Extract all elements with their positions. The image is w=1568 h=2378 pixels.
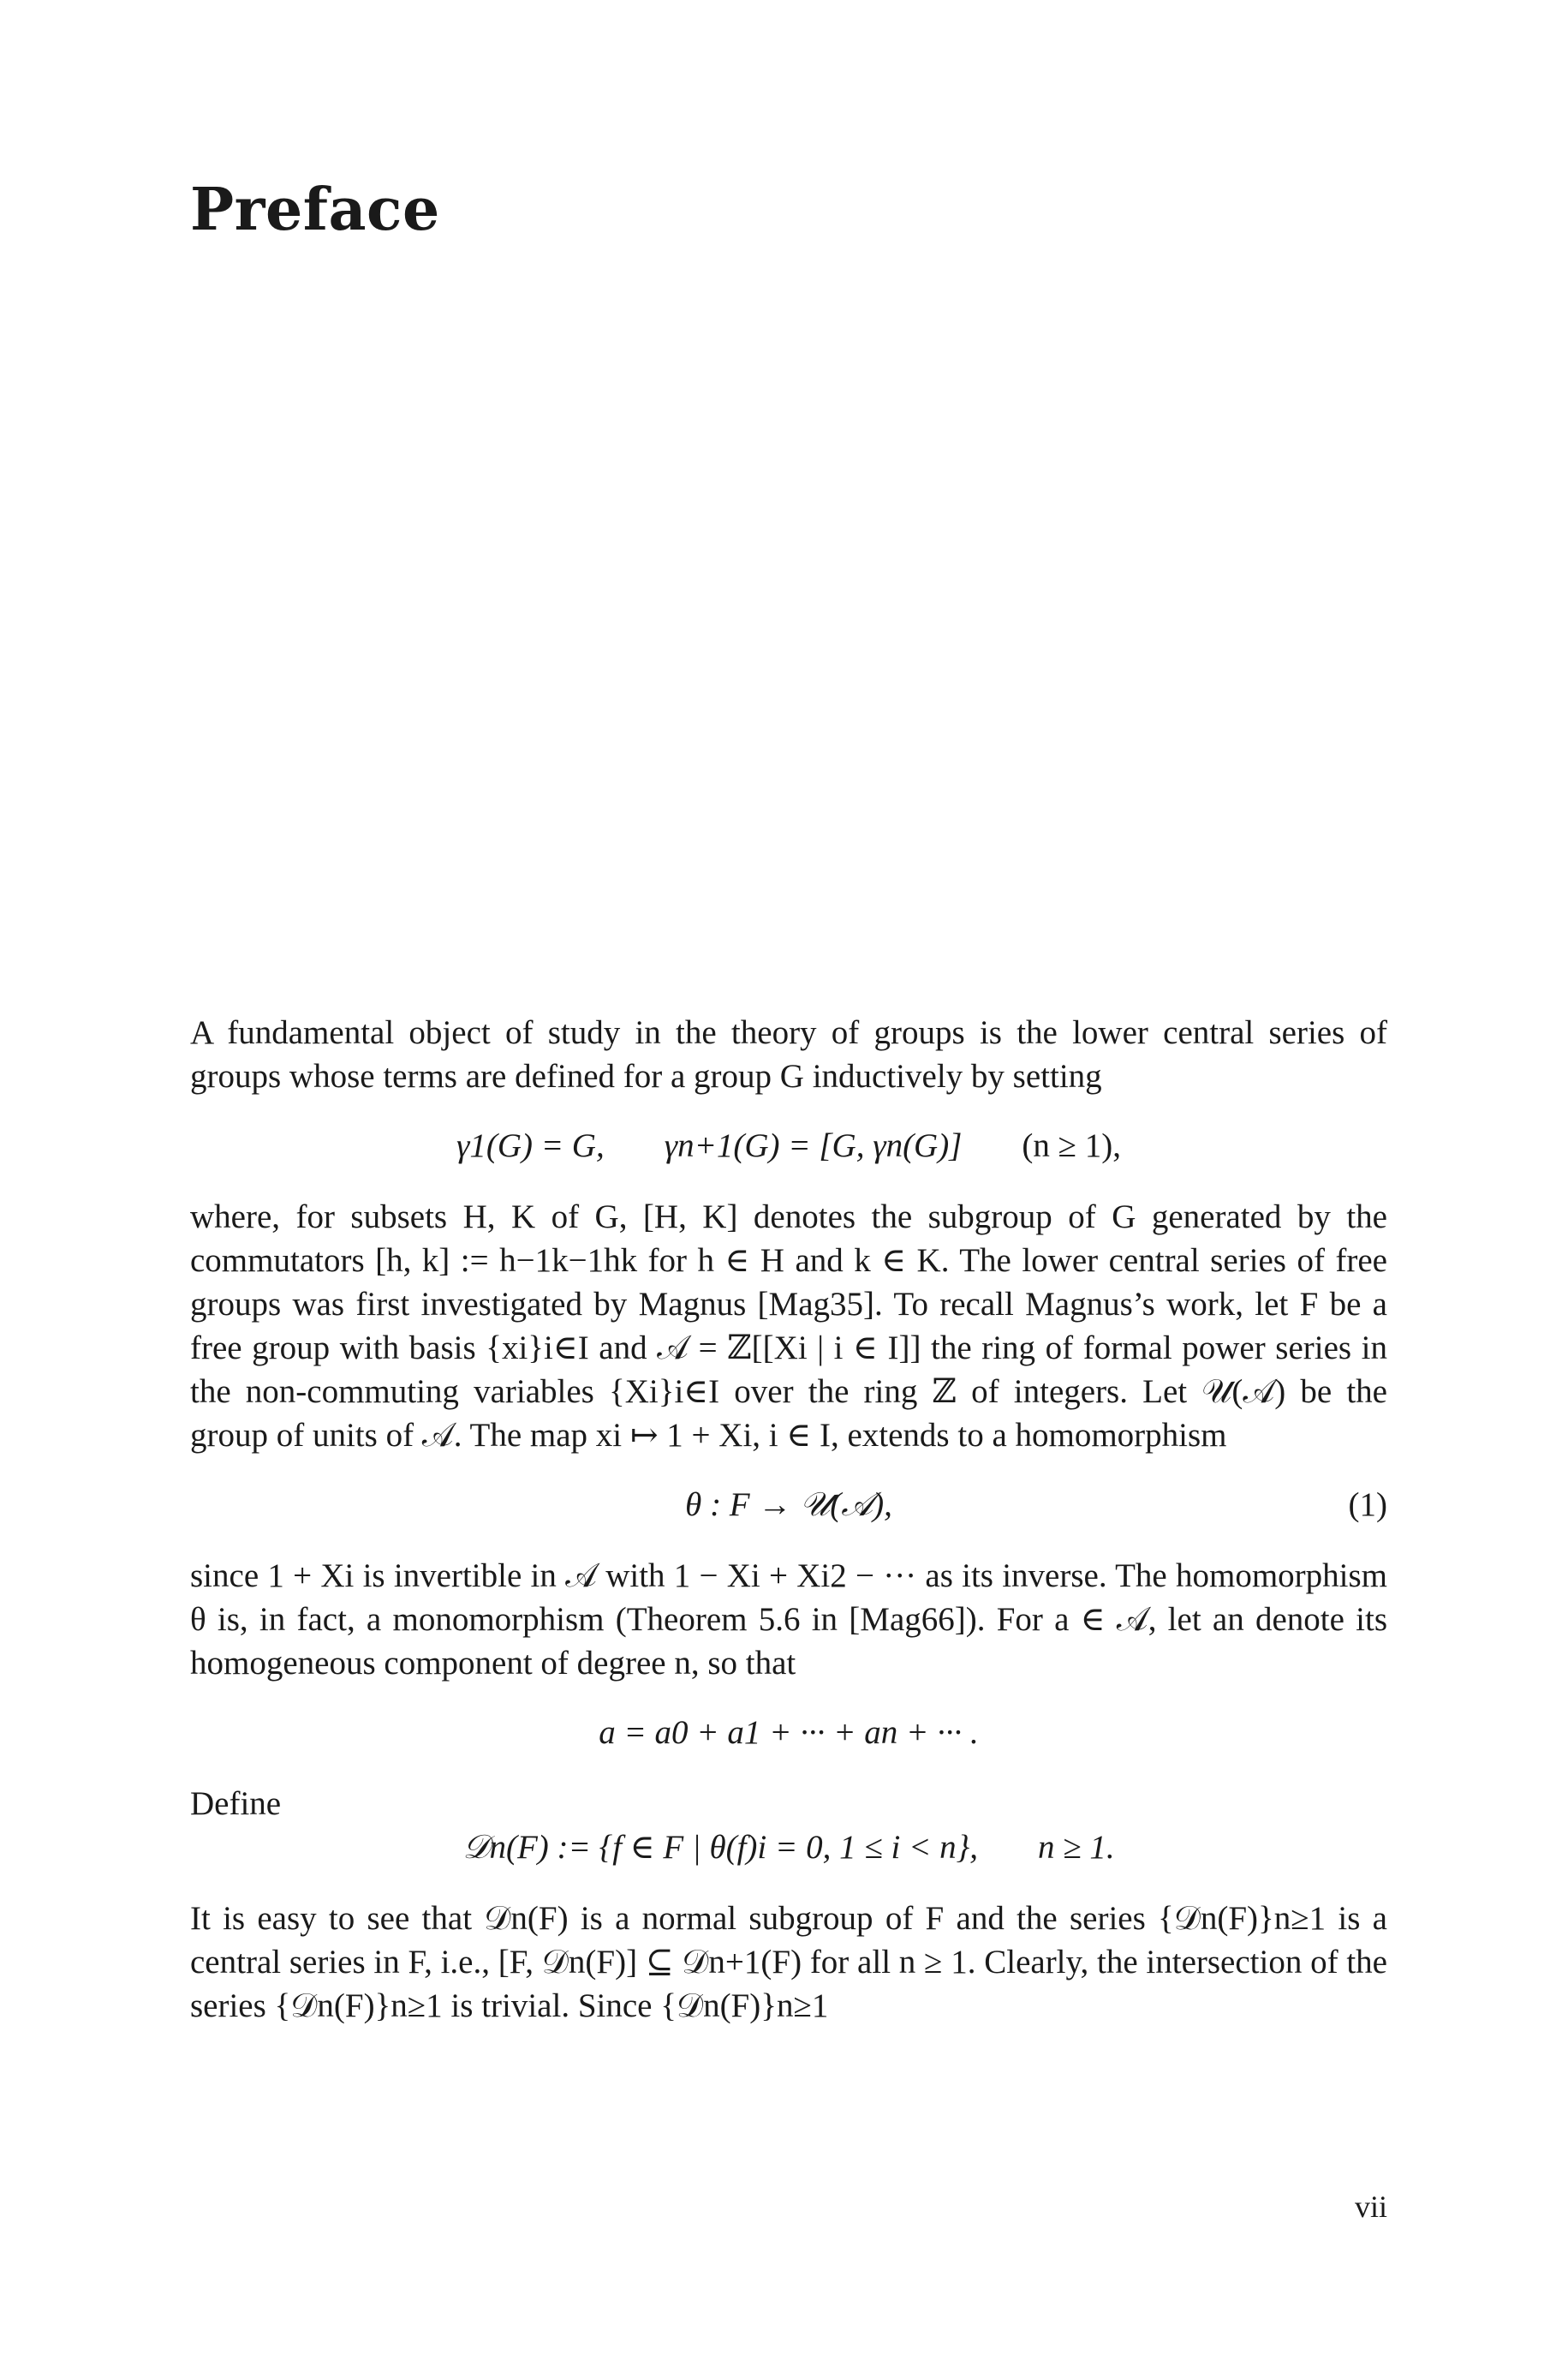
equation-theta [190, 1483, 1387, 1527]
equation-dn-body: 𝒟n(F) := {f ∈ F | θ(f)i = 0, 1 ≤ i < n}, [462, 1829, 978, 1866]
paragraph-3: since 1 + Xi is invertible in 𝒜 with 1 − Xi + Xi2 − ··· as its inverse. The homomorphism θ is, in fact, a monomorphism (Theorem 5.6 in [Mag66]). For a ∈ 𝒜, let an denote its homogeneous component of degree n, so that [190, 1557, 1387, 1682]
define-label: Define [190, 1785, 282, 1822]
equation-number: (1) [1348, 1486, 1387, 1523]
equation-series-body: a = a0 + a1 + ··· + an + ··· . [599, 1714, 979, 1751]
equation-lcs-left: γ1(G) = G, [456, 1127, 605, 1164]
equation-lower-central-series [190, 1124, 1387, 1168]
page-number: vii [1354, 2190, 1387, 2224]
equation-dn [190, 1825, 1387, 1869]
equation-series [190, 1711, 1387, 1754]
equation-lcs-middle: γn+1(G) = [G, γn(G)] [664, 1127, 963, 1164]
equation-lcs-condition: (n ≥ 1), [1022, 1127, 1122, 1164]
preface-body [190, 1011, 1387, 2028]
paragraph-4: It is easy to see that 𝒟n(F) is a normal subgroup of F and the series {𝒟n(F)}n≥1 is a central series in F, i.e., [F, 𝒟n(F)] ⊆ 𝒟n+1(F) for all n ≥ 1. Clearly, the intersection of the series {𝒟n(F)}n≥1 is trivial. Since {𝒟n(F)}n≥1 [190, 1900, 1387, 2024]
equation-theta-body: θ : F → 𝒰(𝒜), [685, 1486, 892, 1523]
paragraph-2: where, for subsets H, K of G, [H, K] denotes the subgroup of G generated by the commutators [h, k] := h−1k−1hk for h ∈ H and k ∈ K. The lower central series of free groups was first investigated by Magnus [Mag35]. To recall Magnus’s work, let F be a free group with basis {xi}i∈I and 𝒜 = ℤ[[Xi | i ∈ I]] the ring of formal power series in the non-commuting variables {Xi}i∈I over the ring ℤ of integers. Let 𝒰(𝒜) be the group of units of 𝒜. The map xi ↦ 1 + Xi, i ∈ I, extends to a homomorphism [190, 1198, 1387, 1454]
paragraph-1: A fundamental object of study in the theory of groups is the lower central series of groups whose terms are defined for a group G inductively by setting [190, 1014, 1387, 1095]
equation-dn-condition: n ≥ 1. [1037, 1829, 1115, 1866]
page-title: Preface [190, 176, 440, 244]
